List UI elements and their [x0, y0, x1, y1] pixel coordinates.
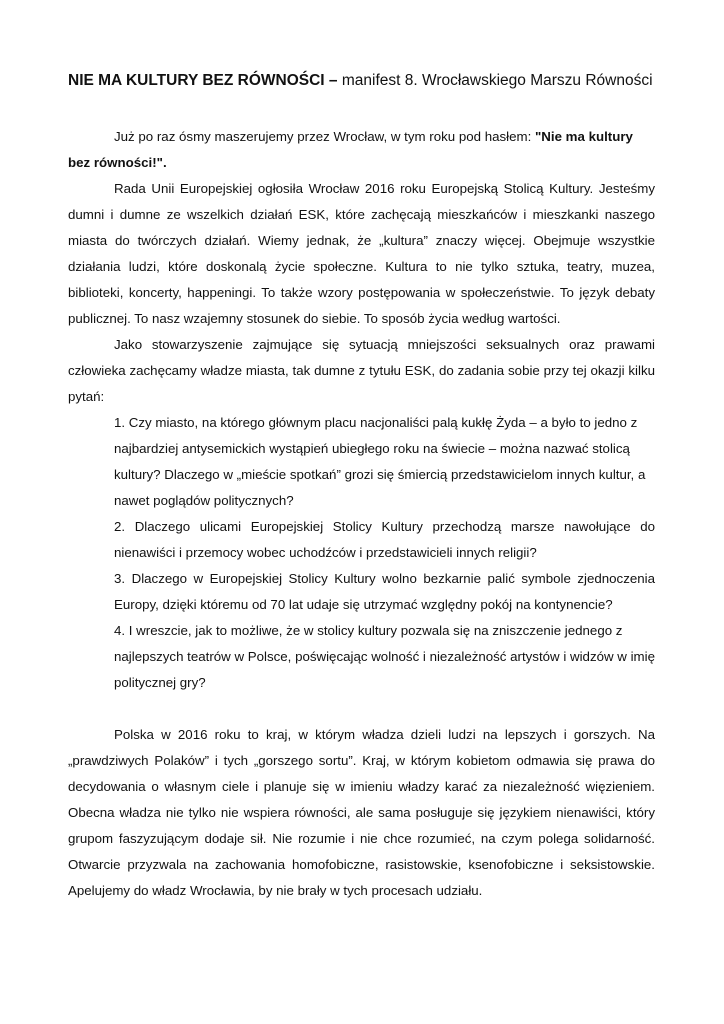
question-item: 4. I wreszcie, jak to możliwe, że w stolicy kultury pozwala się na zniszczenie jednego z najlepszych teatrów w Polsce, poświęcając wolność i niezależność artystów i widzów w imię politycznej gry?: [114, 623, 655, 690]
question-item: 3. Dlaczego w Europejskiej Stolicy Kultury wolno bezkarnie palić symbole zjednoczenia Europy, dzięki któremu od 70 lat udaje się utrzymać względny pokój na kontynencie?: [114, 571, 655, 612]
final-paragraph: Polska w 2016 roku to kraj, w którym władza dzieli ludzi na lepszych i gorszych. Na „prawdziwych Polaków” i tych „gorszego sortu”. Kraj, w którym kobietom odmawia się prawa do decydowania o własnym ciele i planuje się w imieniu władzy karać za niezależność więzieniem. Obecna władza nie tylko nie wspiera równości, ale sama posługuje się językiem nienawiści, który grupom faszyzującym dodaje sił. Nie rozumie i nie chce rozumieć, na czym polega solidarność. Otwarcie przyzwala na zachowania homofobiczne, rasistowskie, ksenofobiczne i seksistowskie. Apelujemy do władz Wrocławia, by nie brały w tych procesach udziału.: [68, 727, 655, 898]
intro-slogan: "Nie ma kultury bez równości!".: [68, 129, 633, 170]
paragraph-spacer: [68, 696, 655, 722]
questions-intro-paragraph: Jako stowarzyszenie zajmujące się sytuacją mniejszości seksualnych oraz prawami człowieka zachęcamy władze miasta, tak dumne z tytułu ESK, do zadania sobie przy tej okazji kilku pytań:: [68, 337, 655, 404]
intro-paragraph: [68, 124, 655, 176]
question-item: 1. Czy miasto, na którego głównym placu nacjonaliści palą kukłę Żyda – a było to jedno z najbardziej antysemickich wystąpień ubiegłego roku na świecie – można nazwać stolicą kultury? Dlaczego w „mieście spotkań” grozi się śmiercią przedstawicielom innych kultur, a nawet poglądów politycznych?: [114, 415, 646, 508]
document-title: [68, 70, 668, 92]
intro-text: Już po raz ósmy maszerujemy przez Wrocław, w tym roku pod hasłem:: [114, 129, 535, 144]
document-body: [68, 124, 655, 904]
question-item: 2. Dlaczego ulicami Europejskiej Stolicy Kultury przechodzą marsze nawołujące do nienawiści i przemocy wobec uchodźców i przedstawicieli innych religii?: [114, 519, 655, 560]
title-rest: manifest 8. Wrocławskiego Marszu Równości: [337, 72, 653, 89]
esk-paragraph: Rada Unii Europejskiej ogłosiła Wrocław 2016 roku Europejską Stolicą Kultury. Jesteśmy dumni i dumne ze wszelkich działań ESK, które zachęcają mieszkańców i mieszkanki naszego miasta do twórczych działań. Wiemy jednak, że „kultura” znaczy więcej. Obejmuje wszystkie działania ludzi, które doskonalą życie społeczne. Kultura to nie tylko sztuka, teatry, muzea, biblioteki, koncerty, happeningi. To także wzory postępowania w społeczeństwie. To język debaty publicznej. To nasz wzajemny stosunek do siebie. To sposób życia według wartości.: [68, 181, 655, 326]
title-bold: NIE MA KULTURY BEZ RÓWNOŚCI –: [68, 72, 338, 89]
